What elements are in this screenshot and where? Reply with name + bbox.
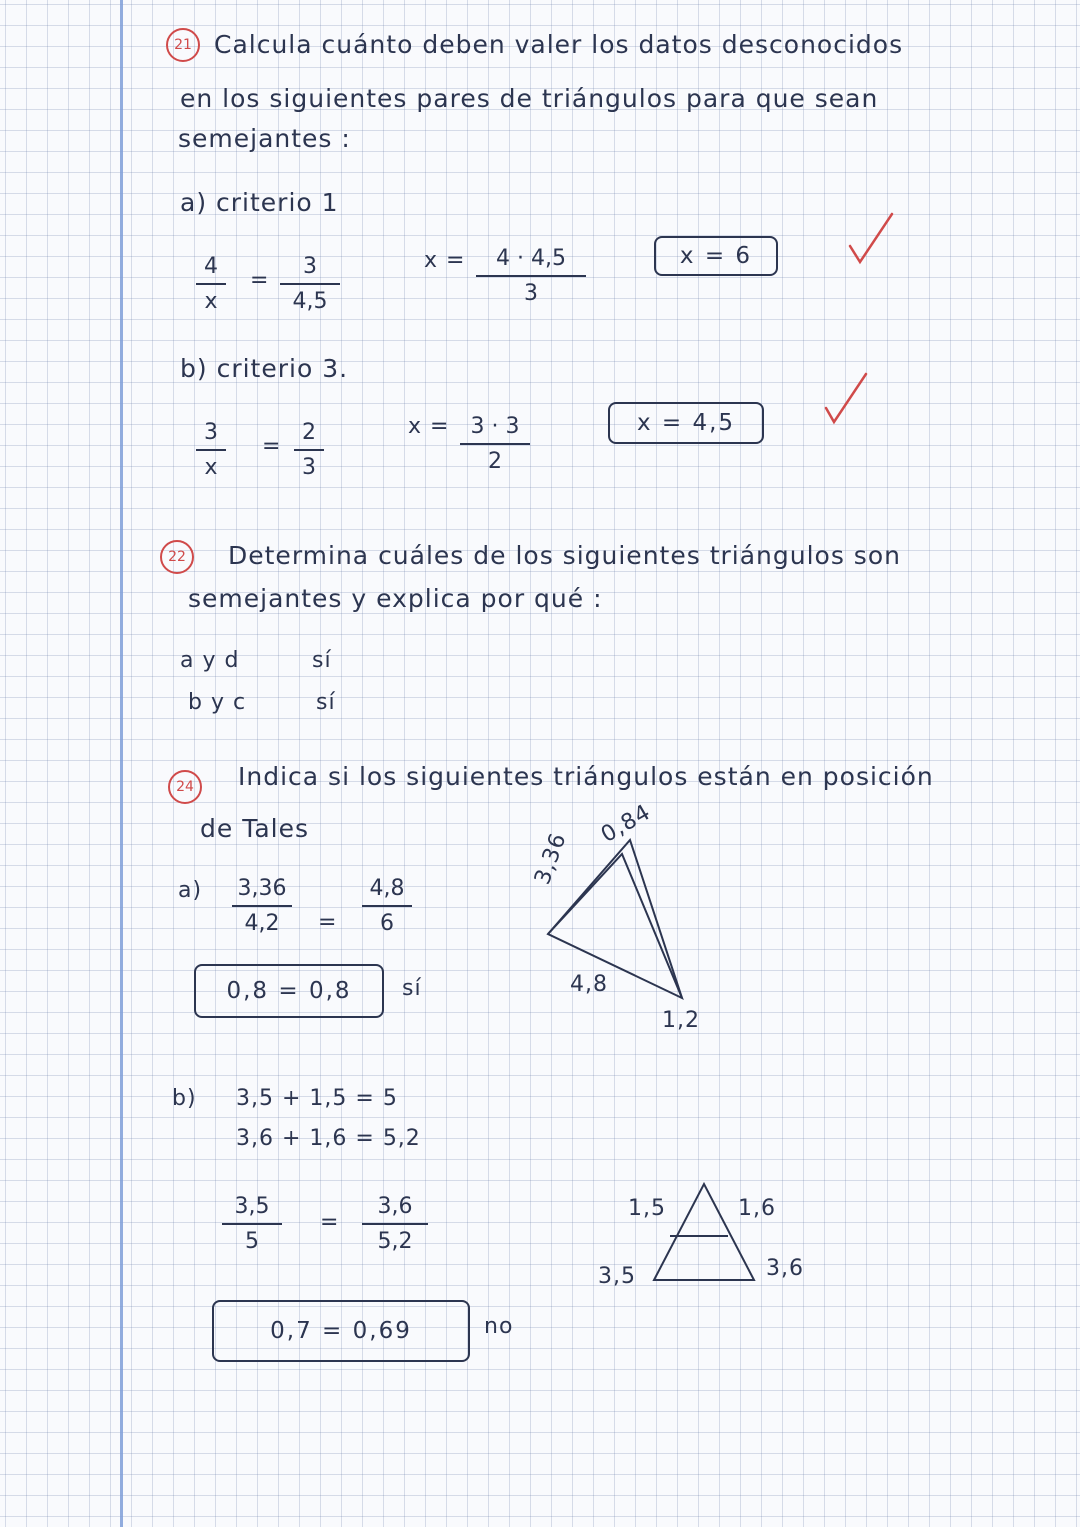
fraction-bar [232, 905, 292, 907]
ex21a-result-box: x = 6 [654, 236, 778, 276]
ex24a-fraction-right [362, 876, 412, 936]
ex24b-fraction-right [362, 1194, 428, 1254]
fig-b-label-3: 3,5 [598, 1264, 636, 1289]
numerator: 4 · 4,5 [496, 246, 566, 271]
fraction-bar [294, 449, 324, 451]
fraction-bar [476, 275, 586, 277]
fraction-bar [280, 283, 340, 285]
ex22-title-line1: Determina cuáles de los siguientes triángulos son [228, 541, 901, 570]
ex22-row2-pair: b y c [188, 690, 247, 715]
denominator: 5 [245, 1228, 259, 1254]
equals-sign: = [320, 1210, 340, 1235]
ex21a-fraction-right [280, 254, 340, 314]
ex21a-label: a) criterio 1 [180, 188, 339, 217]
fig-a-label-4: 1,2 [662, 1008, 700, 1033]
equals-sign: = [318, 910, 338, 935]
ex24a-result-box: 0,8 = 0,8 [194, 964, 384, 1018]
denominator: 3 [524, 280, 538, 306]
denominator: 4,5 [292, 288, 328, 314]
ex24a-label: a) [178, 878, 203, 903]
numerator: 3,5 [234, 1194, 270, 1219]
ex24-title-line1: Indica si los siguientes triángulos están en posición [238, 762, 934, 791]
ex24b-answer: no [484, 1314, 514, 1339]
denominator: x [204, 454, 218, 480]
ex24b-sum2: 3,6 + 1,6 = 5,2 [236, 1126, 421, 1151]
numerator: 3 [204, 420, 218, 445]
ex21b-x-fraction [460, 414, 530, 474]
ex24b-sum1: 3,5 + 1,5 = 5 [236, 1086, 398, 1111]
fraction-bar [196, 283, 226, 285]
fraction-bar [222, 1223, 282, 1225]
fig-a-label-2: 0,84 [597, 799, 656, 848]
ex21-title-line3: semejantes : [178, 124, 351, 153]
numerator: 3 [303, 254, 317, 279]
denominator: x [204, 288, 218, 314]
ex21a-x-fraction [476, 246, 586, 306]
fig-a-label-3: 4,8 [570, 972, 608, 997]
ex21b-fraction-left [196, 420, 226, 480]
ex24b-fraction-left [222, 1194, 282, 1254]
ex24-title-line2: de Tales [200, 814, 310, 843]
numerator: 3,36 [237, 876, 287, 901]
numerator: 4,8 [369, 876, 405, 901]
denominator: 6 [380, 910, 394, 936]
ex21b-label: b) criterio 3. [180, 354, 349, 383]
ex24b-label: b) [172, 1086, 197, 1111]
ex24a-answer: sí [402, 976, 422, 1001]
ex21a-fraction-left [196, 254, 226, 314]
ex22-title-line2: semejantes y explica por qué : [188, 584, 603, 613]
denominator: 3 [302, 454, 316, 480]
fraction-bar [460, 443, 530, 445]
ex22-row1-answer: sí [312, 648, 332, 673]
equals-sign: = [250, 268, 270, 293]
fraction-bar [362, 905, 412, 907]
exercise-24-number: 24 [168, 770, 202, 804]
fig-a-label-1: 3,36 [530, 829, 572, 888]
numerator: 4 [204, 254, 218, 279]
fig-b-label-4: 3,6 [766, 1256, 804, 1281]
equals-sign: = [262, 434, 282, 459]
fraction-bar [196, 449, 226, 451]
ex21-title-line2: en los siguientes pares de triángulos para que sean [180, 84, 879, 113]
red-check-icon [822, 370, 872, 426]
ex24b-result-box: 0,7 = 0,69 [212, 1300, 470, 1362]
numerator: 2 [302, 420, 316, 445]
denominator: 4,2 [244, 910, 280, 936]
fraction-bar [362, 1223, 428, 1225]
ex21b-fraction-right [294, 420, 324, 480]
denominator: 5,2 [377, 1228, 413, 1254]
margin-line [120, 0, 123, 1527]
ex21-title-line1: Calcula cuánto deben valer los datos desconocidos [214, 30, 904, 59]
denominator: 2 [488, 448, 502, 474]
fig-b-label-1: 1,5 [628, 1196, 666, 1221]
ex21b-x-equals: x = [408, 414, 450, 439]
ex24a-fraction-left [232, 876, 292, 936]
red-check-icon [846, 210, 896, 266]
numerator: 3 · 3 [470, 414, 520, 439]
numerator: 3,6 [377, 1194, 413, 1219]
ex21b-result-box: x = 4,5 [608, 402, 764, 444]
ex21a-x-equals: x = [424, 248, 466, 273]
ex22-row2-answer: sí [316, 690, 336, 715]
fig-b-label-2: 1,6 [738, 1196, 776, 1221]
exercise-21-number: 21 [166, 28, 200, 62]
ex22-row1-pair: a y d [180, 648, 240, 673]
exercise-22-number: 22 [160, 540, 194, 574]
